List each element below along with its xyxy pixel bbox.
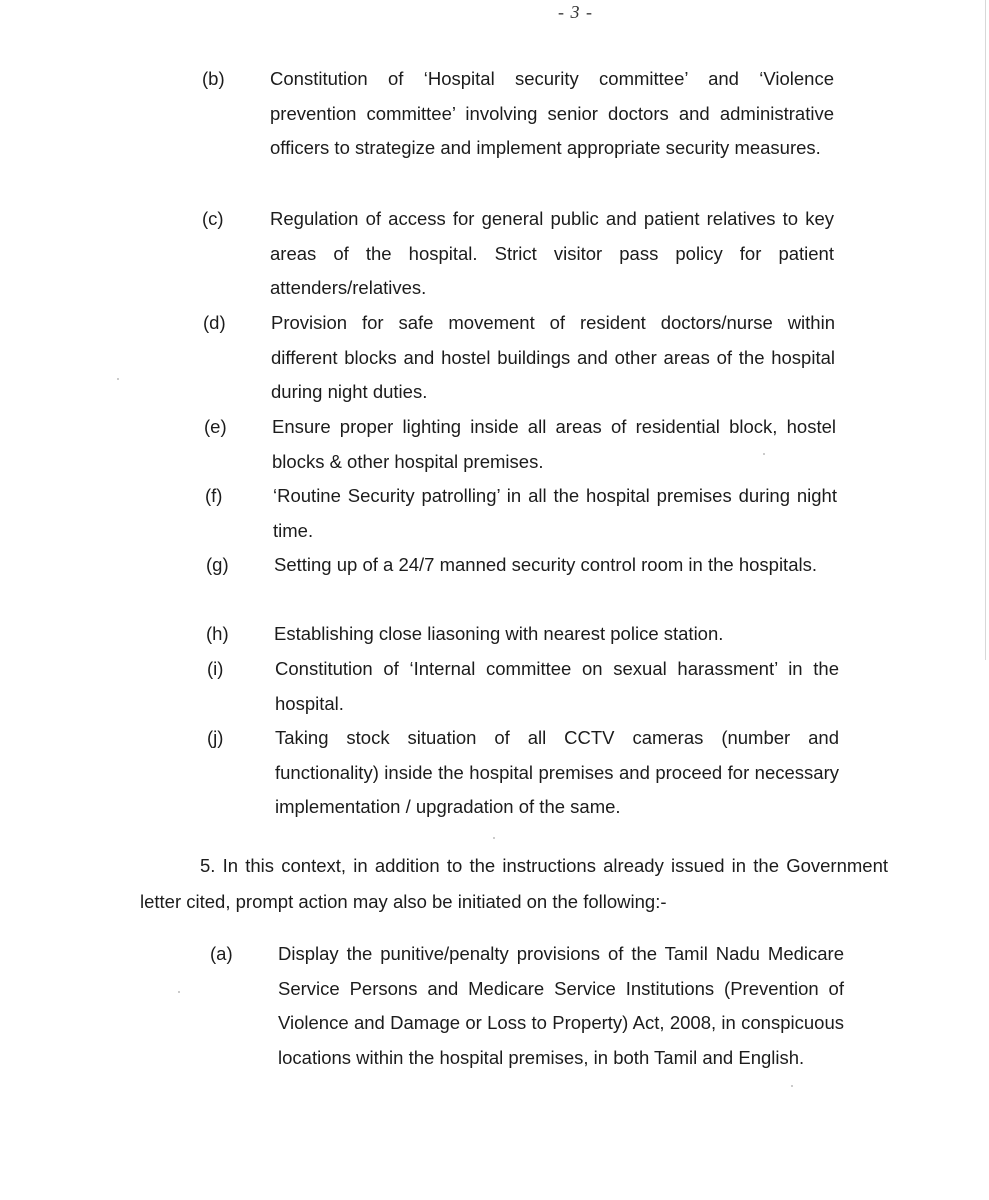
scan-edge-line <box>985 0 986 660</box>
item-label: (g) <box>206 554 229 575</box>
item-text: Provision for safe movement of resident doctors/nurse within different blocks and hostel buildings and other areas of the hospital during night duties. <box>271 312 835 402</box>
item-text: Regulation of access for general public and patient relatives to key areas of the hospital. Strict visitor pass policy for patient attenders/relatives. <box>270 208 834 298</box>
item-text: Setting up of a 24/7 manned security control room in the hospitals. <box>274 554 817 575</box>
item-text: Ensure proper lighting inside all areas of residential block, hostel blocks & other hospital premises. <box>272 416 836 472</box>
item-label: (c) <box>202 208 224 229</box>
item-text: Establishing close liasoning with nearest police station. <box>274 623 724 644</box>
scan-speck <box>493 837 495 839</box>
item-label: (j) <box>207 727 224 748</box>
item-label: (a) <box>210 943 233 964</box>
paragraph-5: 5. In this context, in addition to the instructions already issued in the Government letter cited, prompt action may also be initiated on the following:- <box>140 855 888 912</box>
item-text: Taking stock situation of all CCTV cameras (number and functionality) inside the hospital premises and proceed for necessary implementation / upgradation of the same. <box>275 727 839 817</box>
item-label: (h) <box>206 623 229 644</box>
item-text: Constitution of ‘Hospital security committee’ and ‘Violence prevention committee’ involving senior doctors and administrative officers to strategize and implement appropriate security measures. <box>270 68 834 158</box>
item-label: (e) <box>204 416 227 437</box>
item-text: Constitution of ‘Internal committee on sexual harassment’ in the hospital. <box>275 658 839 714</box>
item-label: (d) <box>203 312 226 333</box>
scan-speck <box>791 1085 793 1087</box>
scan-speck <box>117 378 119 380</box>
scan-speck <box>763 453 765 455</box>
item-text: Display the punitive/penalty provisions of the Tamil Nadu Medicare Service Persons and Medicare Service Institutions (Prevention of Violence and Damage or Loss to Property) Act, 2008, in conspicuous locations within the hospital premises, in both Tamil and English. <box>278 943 844 1068</box>
item-label: (f) <box>205 485 223 506</box>
item-label: (b) <box>202 68 225 89</box>
item-label: (i) <box>207 658 224 679</box>
item-text: ‘Routine Security patrolling’ in all the hospital premises during night time. <box>273 485 837 541</box>
scan-speck <box>178 991 180 993</box>
page-number: - 3 - <box>558 2 593 22</box>
